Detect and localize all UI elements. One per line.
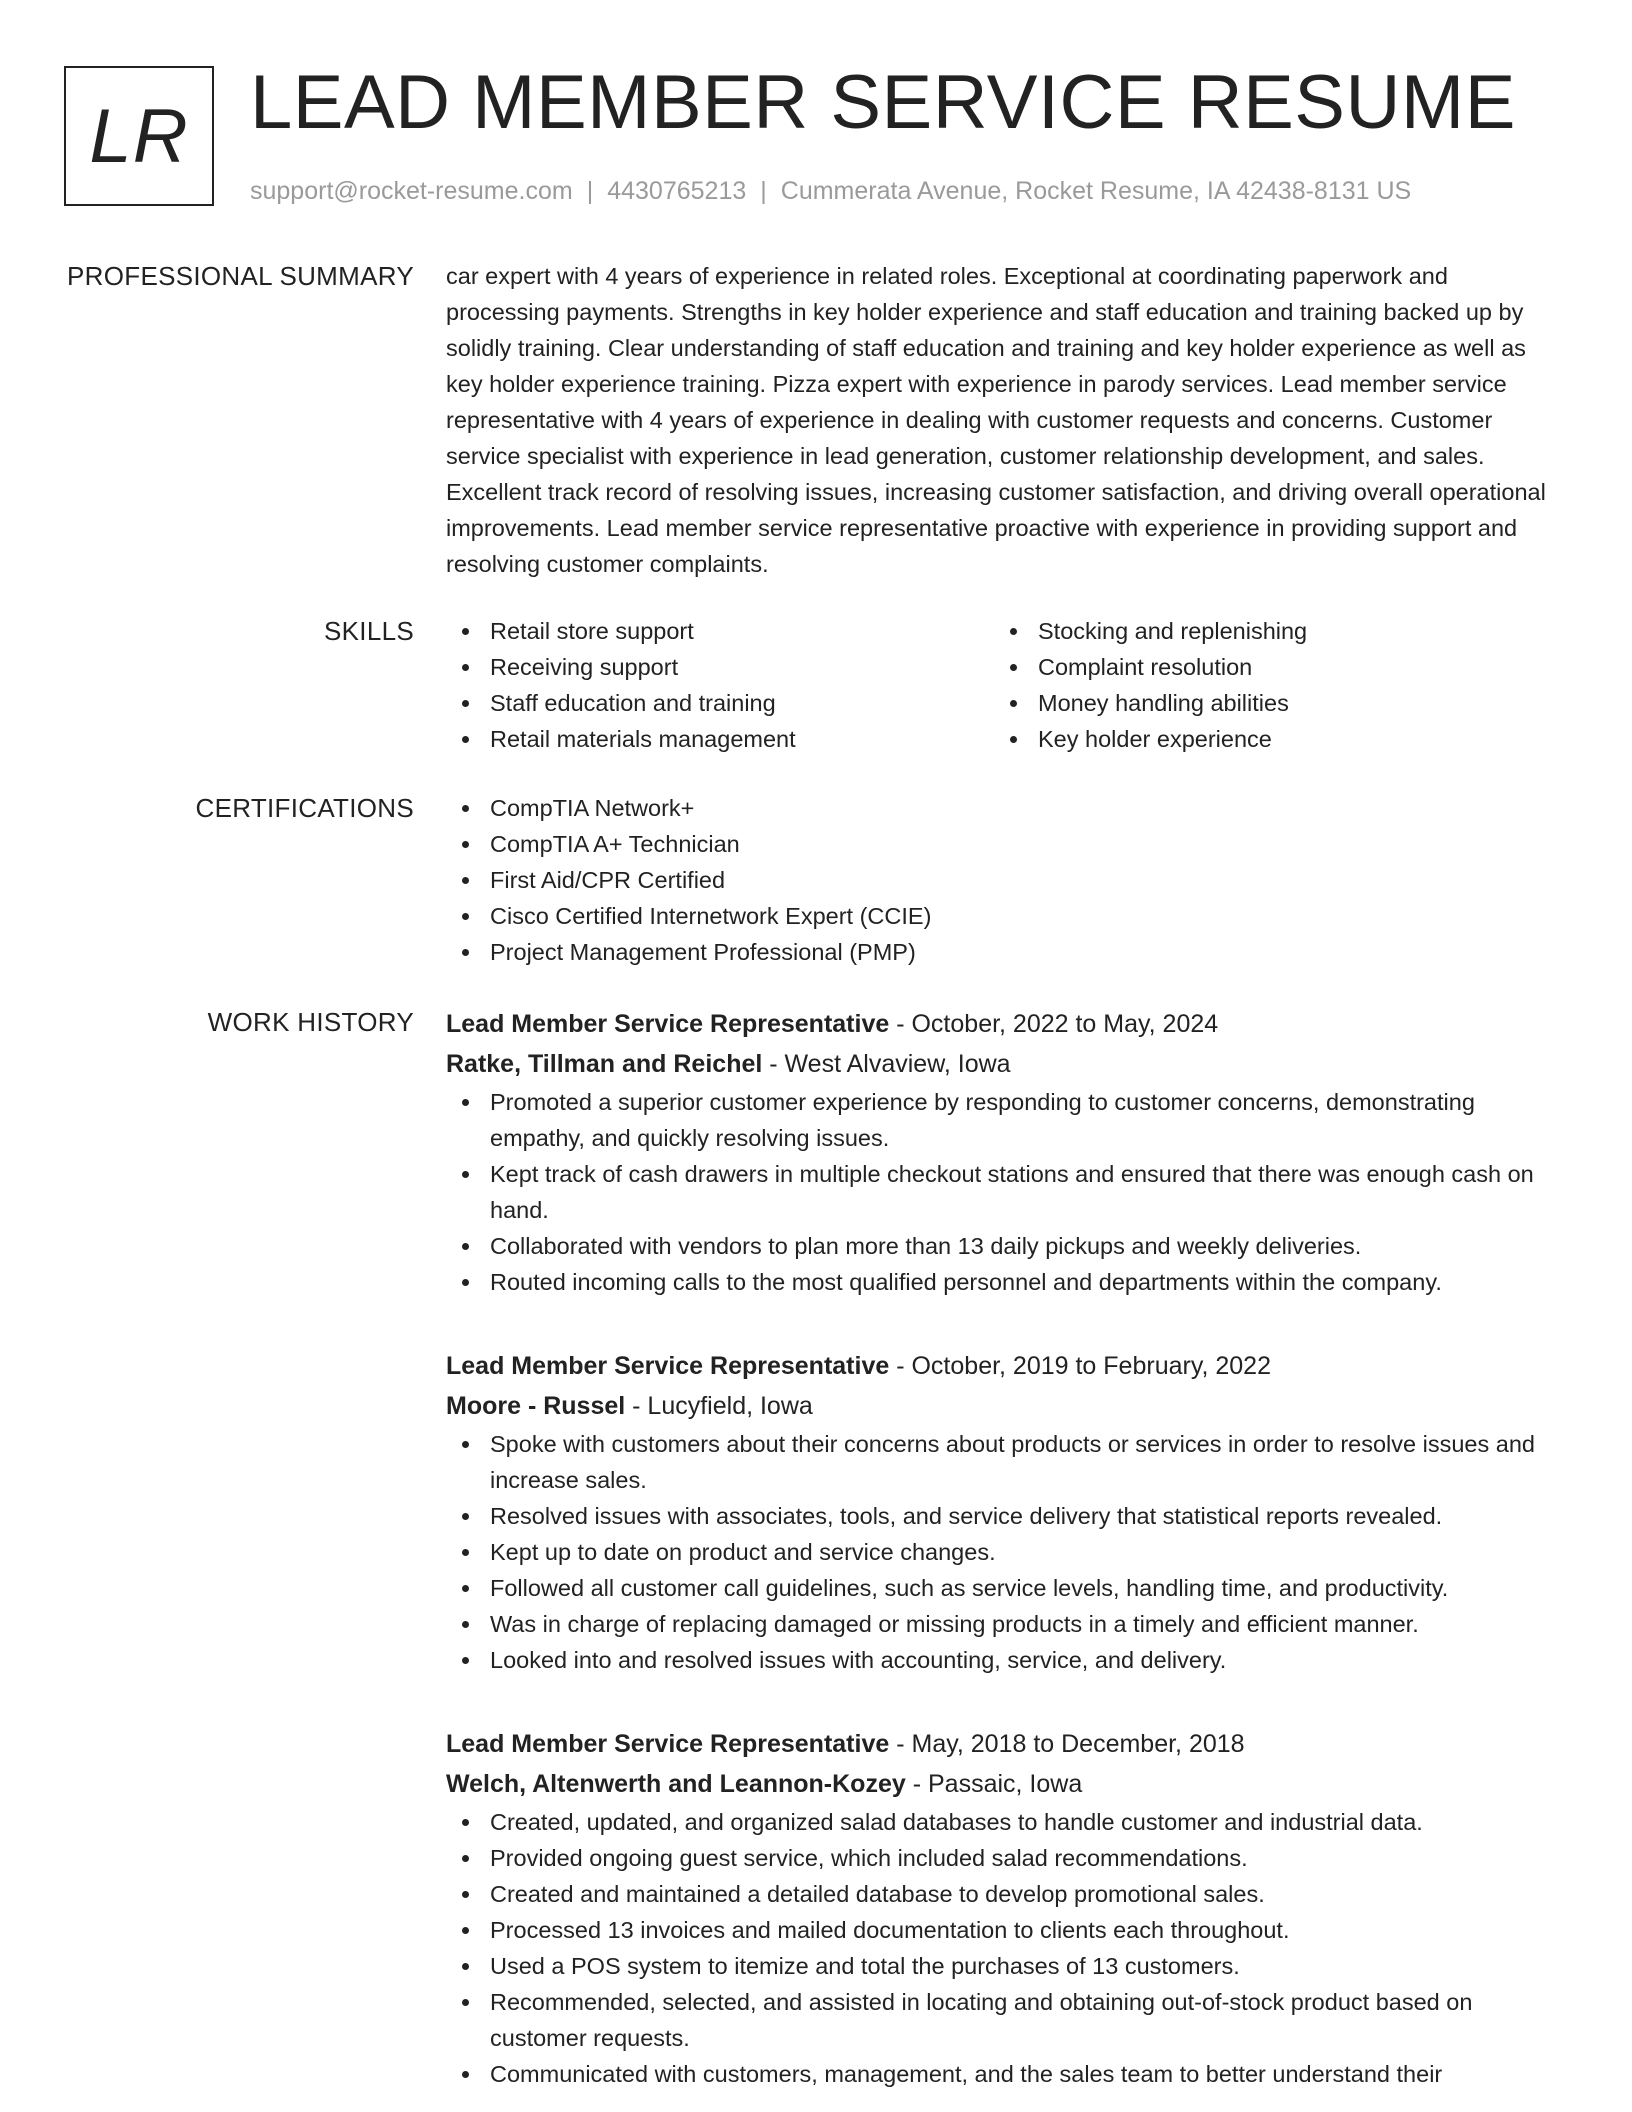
job-bullet: Provided ongoing guest service, which included salad recommendations. [446, 1840, 1566, 1876]
summary-text: car expert with 4 years of experience in related roles. Exceptional at coordinating paperwork and processing payments. Strengths in key holder experience and staff education and training backed up by solidly training. Clear understanding of staff education and training and key holder experience as well as key holder experience training. Pizza expert with experience in parody services. Lead member service representative with 4 years of experience in dealing with customer requests and concerns. Customer service specialist with experience in lead generation, customer relationship development, and sales. Excellent track record of resolving issues, increasing customer satisfaction, and driving overall operational improvements. Lead member service representative proactive with experience in providing support and resolving customer complaints. [446, 263, 1546, 577]
section-label-skills: SKILLS [324, 616, 414, 646]
skills-list-right [994, 613, 1542, 757]
certifications-body [446, 790, 1566, 970]
certifications-list [446, 790, 1566, 970]
job-dates: - October, 2022 to May, 2024 [896, 1010, 1219, 1038]
contact-separator: | [586, 177, 594, 205]
certification-item: Cisco Certified Internetwork Expert (CCIE) [446, 898, 1566, 934]
job-bullet: Used a POS system to itemize and total the purchases of 13 customers. [446, 1948, 1566, 1984]
job-body [446, 1346, 1566, 1678]
job-bullets [446, 1426, 1566, 1678]
job-title-line [446, 1004, 1566, 1044]
section-label-summary: PROFESSIONAL SUMMARY [67, 261, 414, 291]
skill-item: Complaint resolution [994, 649, 1542, 685]
job-location: - Lucyfield, Iowa [632, 1392, 813, 1420]
skill-item: Stocking and replenishing [994, 613, 1542, 649]
job-bullet: Communicated with customers, management, and the sales team to better understand their [446, 2056, 1566, 2092]
summary-body [446, 258, 1566, 582]
job-bullet: Created and maintained a detailed database to develop promotional sales. [446, 1876, 1566, 1912]
skill-item: Receiving support [446, 649, 994, 685]
job-title: Lead Member Service Representative [446, 1352, 890, 1380]
job-bullet: Spoke with customers about their concerns about products or services in order to resolve issues and increase sales. [446, 1426, 1566, 1498]
contact-address: Cummerata Avenue, Rocket Resume, IA 42438-8131 US [780, 177, 1412, 205]
job-bullet: Processed 13 invoices and mailed documentation to clients each throughout. [446, 1912, 1566, 1948]
contact-line [250, 176, 1411, 206]
job-bullet: Promoted a superior customer experience by responding to customer concerns, demonstrating empathy, and quickly resolving issues. [446, 1084, 1566, 1156]
contact-email: support@rocket-resume.com [250, 177, 573, 205]
skill-item: Retail materials management [446, 721, 994, 757]
skills-body [446, 613, 1566, 757]
job-title-line [446, 1346, 1566, 1386]
job-company-line [446, 1044, 1566, 1084]
contact-separator: | [760, 177, 767, 205]
job-bullet: Recommended, selected, and assisted in locating and obtaining out-of-stock product based on customer requests. [446, 1984, 1566, 2056]
job-company: Welch, Altenwerth and Leannon-Kozey [446, 1770, 906, 1798]
skill-item: Money handling abilities [994, 685, 1542, 721]
job-bullet: Collaborated with vendors to plan more than 13 daily pickups and weekly deliveries. [446, 1228, 1566, 1264]
job-bullet: Was in charge of replacing damaged or missing products in a timely and efficient manner. [446, 1606, 1566, 1642]
certification-item: CompTIA A+ Technician [446, 826, 1566, 862]
job-title: Lead Member Service Representative [446, 1010, 890, 1038]
job-company: Ratke, Tillman and Reichel [446, 1050, 763, 1078]
skill-item: Retail store support [446, 613, 994, 649]
monogram-badge: LR [64, 66, 214, 206]
certification-item: First Aid/CPR Certified [446, 862, 1566, 898]
skill-item: Key holder experience [994, 721, 1542, 757]
job-company-line [446, 1386, 1566, 1426]
job-bullet: Routed incoming calls to the most qualified personnel and departments within the company. [446, 1264, 1566, 1300]
job-title: Lead Member Service Representative [446, 1730, 890, 1758]
certification-item: CompTIA Network+ [446, 790, 1566, 826]
job-bullet: Followed all customer call guidelines, such as service levels, handling time, and productivity. [446, 1570, 1566, 1606]
job-location: - West Alvaview, Iowa [769, 1050, 1011, 1078]
job-company-line [446, 1764, 1566, 1804]
job-company: Moore - Russel [446, 1392, 626, 1420]
job-bullets [446, 1084, 1566, 1300]
job-bullet: Kept up to date on product and service changes. [446, 1534, 1566, 1570]
job-title-line [446, 1724, 1566, 1764]
job-bullet: Looked into and resolved issues with accounting, service, and delivery. [446, 1642, 1566, 1678]
job-location: - Passaic, Iowa [912, 1770, 1083, 1798]
job-body [446, 1004, 1566, 1300]
certification-item: Project Management Professional (PMP) [446, 934, 1566, 970]
page-title: LEAD MEMBER SERVICE RESUME [250, 60, 1516, 145]
job-dates: - October, 2019 to February, 2022 [896, 1352, 1271, 1380]
job-bullet: Created, updated, and organized salad databases to handle customer and industrial data. [446, 1804, 1566, 1840]
job-bullet: Resolved issues with associates, tools, and service delivery that statistical reports revealed. [446, 1498, 1566, 1534]
skill-item: Staff education and training [446, 685, 994, 721]
job-dates: - May, 2018 to December, 2018 [896, 1730, 1245, 1758]
job-bullets [446, 1804, 1566, 2092]
contact-phone: 4430765213 [607, 177, 747, 205]
job-bullet: Kept track of cash drawers in multiple checkout stations and ensured that there was enough cash on hand. [446, 1156, 1566, 1228]
job-body [446, 1724, 1566, 2092]
skills-list-left [446, 613, 994, 757]
section-label-certifications: CERTIFICATIONS [195, 793, 414, 823]
section-label-work-history: WORK HISTORY [207, 1007, 414, 1037]
